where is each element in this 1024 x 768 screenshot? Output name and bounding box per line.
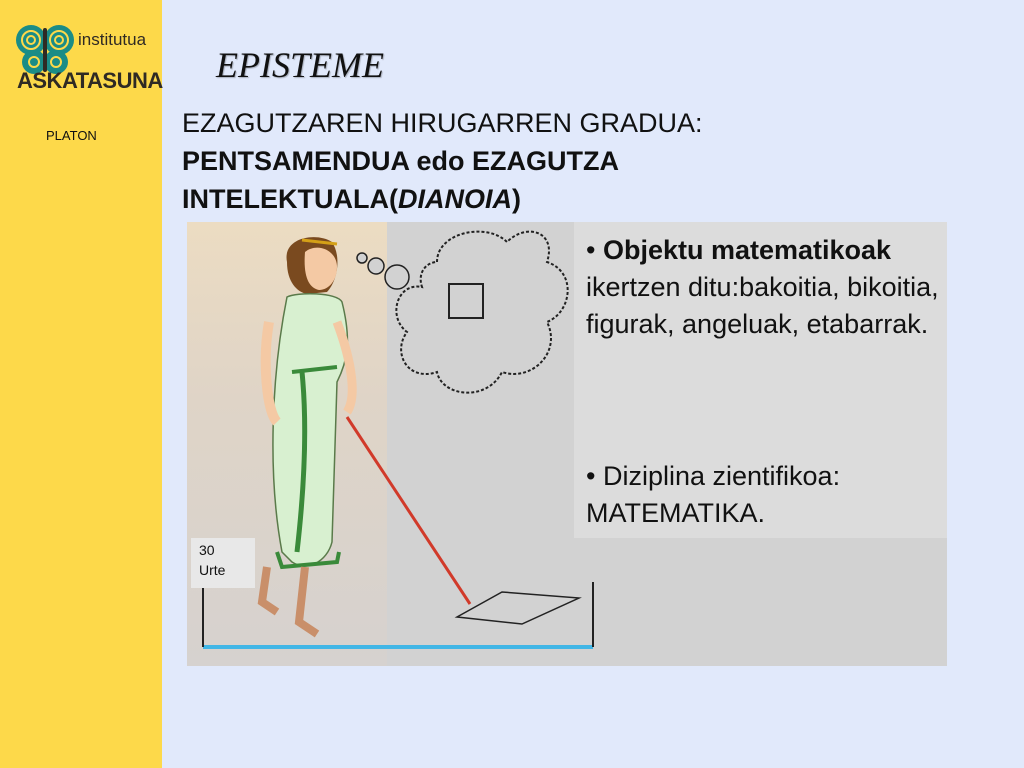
bullet-box [574,222,947,538]
institute-logo [14,22,163,98]
heading-line-3-start: INTELEKTUALA( [182,184,398,214]
pointer-stick [347,417,470,604]
heading-line-3 [182,180,922,218]
bullet-1-text: ikertzen ditu:bakoitia, bikoitia, figurak, angeluak, etabarrak. [586,272,939,339]
slide-heading [182,104,922,218]
thought-bubble-large [385,265,409,289]
logo-big-text: ASKATASUNA [17,68,163,93]
sidebar-label: PLATON [46,128,97,143]
logo-small-text: institutua [78,30,147,49]
heading-line-3-end: ) [511,184,521,214]
thought-bubble-small [357,253,367,263]
heading-line-1: EZAGUTZAREN HIRUGARREN GRADUA: [182,108,703,138]
bullet-1-bold: Objektu matematikoak [602,235,892,265]
slide-title: EPISTEME [216,45,384,85]
thought-bubble-medium [368,258,384,274]
bullet-2-text: Diziplina zientifikoa: MATEMATIKA. [586,461,841,528]
woman-figure [262,237,352,634]
floor-square [457,592,579,624]
age-unit: Urte [199,562,226,578]
heading-line-2: PENTSAMENDUA edo EZAGUTZA [182,146,619,176]
thought-cloud [396,232,567,393]
sidebar [0,0,162,768]
age-number: 30 [199,542,215,558]
bullet-2: • Diziplina zientifikoa: MATEMATIKA. [586,461,841,528]
age-label [191,538,255,588]
bullet-1: • Objektu matematikoak ikertzen ditu:bakoitia, bikoitia, figurak, angeluak, etabarrak. [586,235,939,339]
heading-dianoia: DIANOIA [397,184,512,214]
